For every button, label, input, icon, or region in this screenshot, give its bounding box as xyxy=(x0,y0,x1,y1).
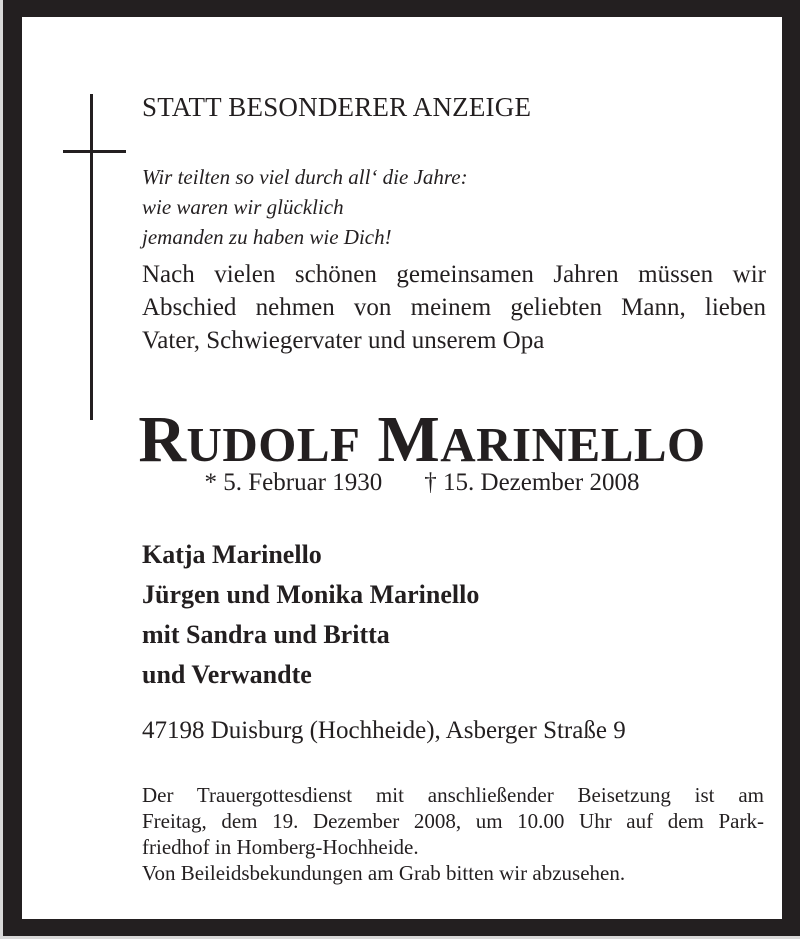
first-name-initial: R xyxy=(138,403,187,476)
life-dates xyxy=(22,469,800,497)
cross-icon-bar xyxy=(63,150,126,153)
service-line: Freitag, dem 19. Dezember 2008, um 10.00 Uhr auf dem Park- xyxy=(142,809,764,833)
poem-line: wie waren wir glücklich xyxy=(142,195,344,219)
intro-line: Nach vielen schönen gemeinsamen Jahren müssen wir xyxy=(142,261,766,288)
poem-verse xyxy=(142,162,468,252)
intro-text xyxy=(142,258,766,357)
death-date: † 15. Dezember 2008 xyxy=(424,469,640,496)
family-line: mit Sandra und Britta xyxy=(142,620,390,649)
cross-icon xyxy=(90,94,93,420)
last-name-initial: M xyxy=(377,403,441,476)
family-line: Jürgen und Monika Marinello xyxy=(142,580,480,609)
obituary-notice xyxy=(22,17,782,919)
notice-header: STATT BESONDERER ANZEIGE xyxy=(142,92,532,122)
service-info xyxy=(142,782,764,886)
service-line: Der Trauergottesdienst mit anschließender Beisetzung ist am xyxy=(142,783,764,807)
family-line: Katja Marinello xyxy=(142,540,322,569)
first-name-rest: UDOLF xyxy=(186,417,361,472)
poem-line: jemanden zu haben wie Dich! xyxy=(142,225,392,249)
birth-date: * 5. Februar 1930 xyxy=(204,469,383,496)
poem-line: Wir teilten so viel durch all‘ die Jahre: xyxy=(142,165,468,189)
obituary-border-frame xyxy=(3,0,800,936)
last-name-rest: ARINELLO xyxy=(440,417,706,472)
service-line: friedhof in Homberg-Hochheide. xyxy=(142,835,419,859)
family-line: und Verwandte xyxy=(142,660,312,689)
family-address: 47198 Duisburg (Hochheide), Asberger Straße 9 xyxy=(142,717,626,744)
service-line: Von Beileidsbekundungen am Grab bitten wir abzusehen. xyxy=(142,861,626,885)
family-signatures xyxy=(142,535,479,695)
intro-line: Vater, Schwiegervater und unserem Opa xyxy=(142,327,545,354)
intro-line: Abschied nehmen von meinem geliebten Mann, lieben xyxy=(142,294,766,321)
